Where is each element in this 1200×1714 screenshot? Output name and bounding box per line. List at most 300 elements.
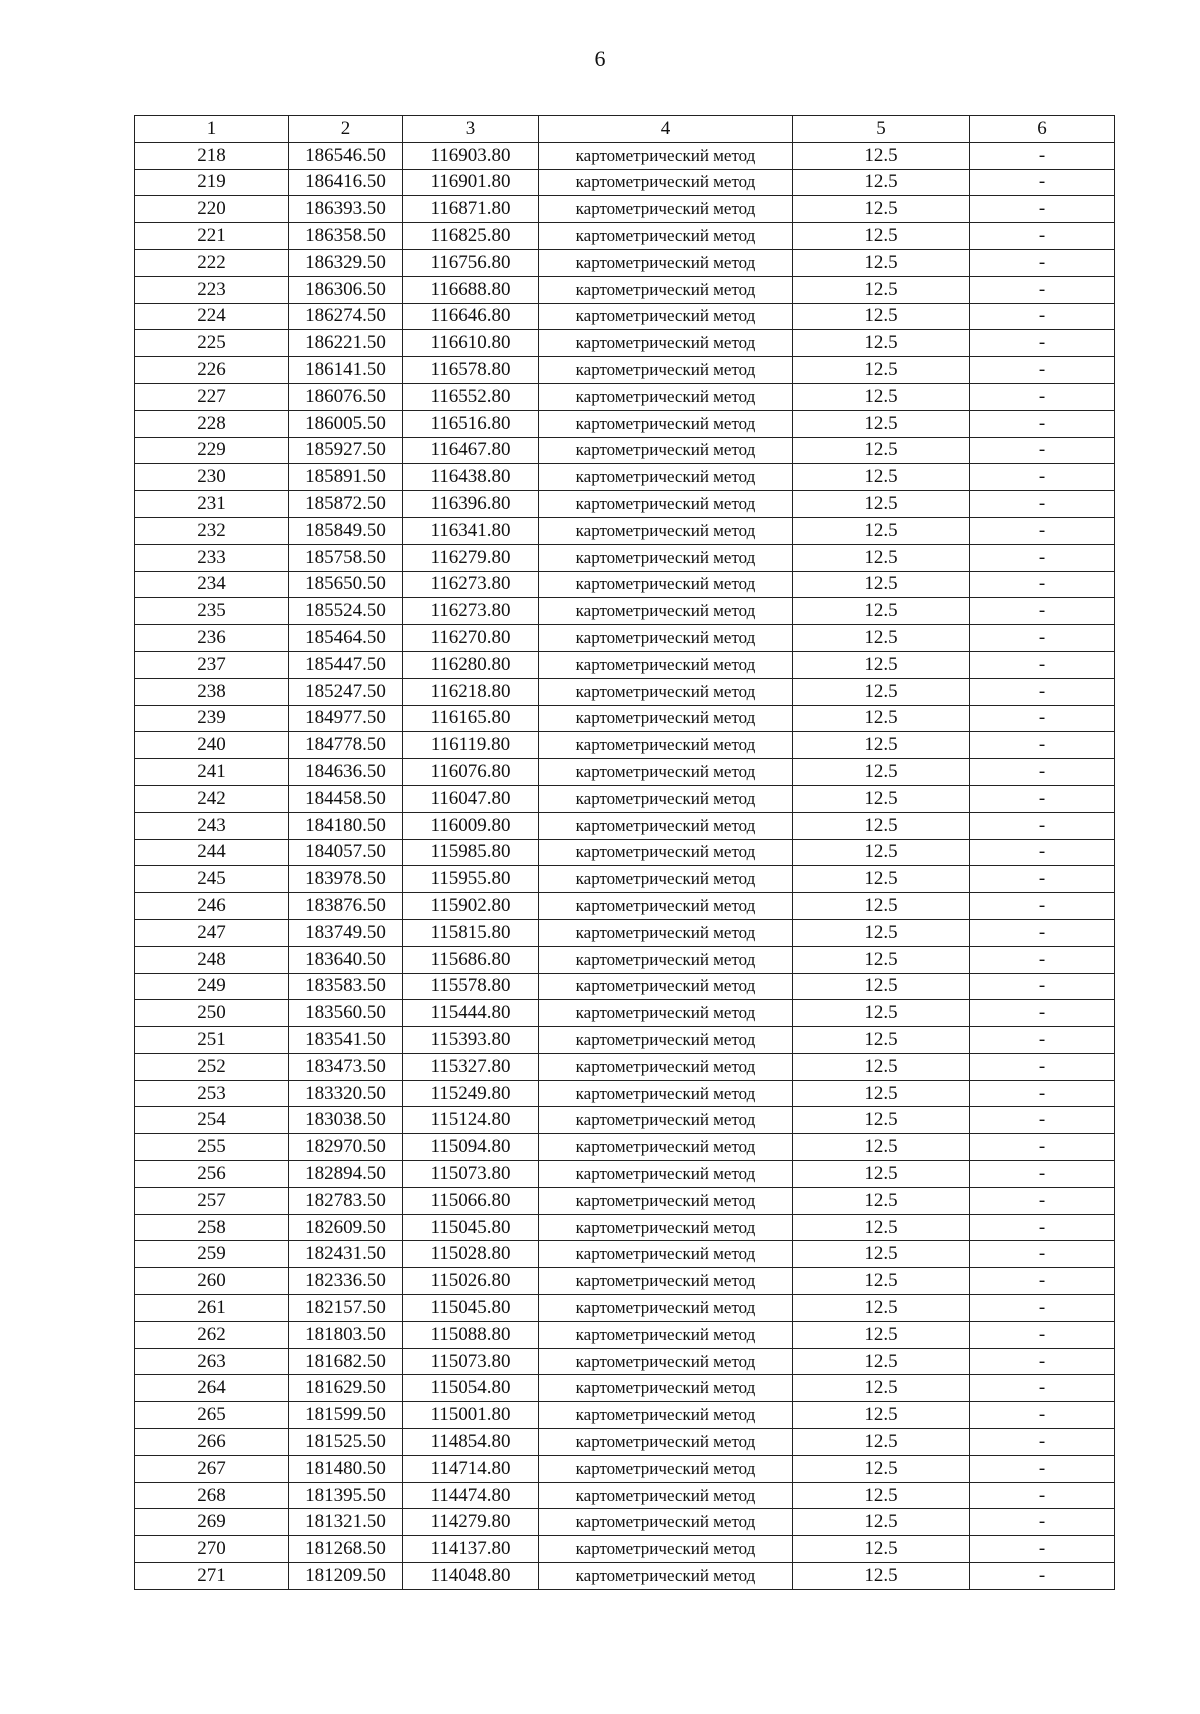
method-cell: картометрический метод (539, 1321, 793, 1348)
note-cell: - (970, 973, 1115, 1000)
x-coordinate-cell: 183473.50 (289, 1053, 403, 1080)
x-coordinate-cell: 182783.50 (289, 1187, 403, 1214)
table-body (135, 142, 1115, 1589)
column-header: 1 (135, 116, 289, 143)
table-row (135, 893, 1115, 920)
y-coordinate-cell: 116610.80 (403, 330, 539, 357)
x-coordinate-cell: 183749.50 (289, 919, 403, 946)
x-coordinate-cell: 185524.50 (289, 598, 403, 625)
table-row (135, 1107, 1115, 1134)
accuracy-cell: 12.5 (793, 625, 970, 652)
y-coordinate-cell: 116047.80 (403, 785, 539, 812)
method-cell: картометрический метод (539, 973, 793, 1000)
point-number-cell: 240 (135, 732, 289, 759)
y-coordinate-cell: 116467.80 (403, 437, 539, 464)
note-cell: - (970, 1455, 1115, 1482)
table-row (135, 732, 1115, 759)
table-row (135, 1187, 1115, 1214)
x-coordinate-cell: 186221.50 (289, 330, 403, 357)
note-cell: - (970, 223, 1115, 250)
table-row (135, 785, 1115, 812)
point-number-cell: 241 (135, 759, 289, 786)
note-cell: - (970, 1107, 1115, 1134)
point-number-cell: 259 (135, 1241, 289, 1268)
table-row (135, 1536, 1115, 1563)
x-coordinate-cell: 182336.50 (289, 1268, 403, 1295)
table-row (135, 303, 1115, 330)
point-number-cell: 232 (135, 517, 289, 544)
x-coordinate-cell: 185927.50 (289, 437, 403, 464)
x-coordinate-cell: 183640.50 (289, 946, 403, 973)
note-cell: - (970, 598, 1115, 625)
note-cell: - (970, 1214, 1115, 1241)
x-coordinate-cell: 184458.50 (289, 785, 403, 812)
point-number-cell: 246 (135, 893, 289, 920)
method-cell: картометрический метод (539, 303, 793, 330)
point-number-cell: 263 (135, 1348, 289, 1375)
x-coordinate-cell: 181209.50 (289, 1563, 403, 1590)
note-cell: - (970, 1536, 1115, 1563)
accuracy-cell: 12.5 (793, 544, 970, 571)
method-cell: картометрический метод (539, 357, 793, 384)
accuracy-cell: 12.5 (793, 357, 970, 384)
column-header: 6 (970, 116, 1115, 143)
point-number-cell: 239 (135, 705, 289, 732)
y-coordinate-cell: 116273.80 (403, 598, 539, 625)
note-cell: - (970, 1268, 1115, 1295)
method-cell: картометрический метод (539, 866, 793, 893)
note-cell: - (970, 839, 1115, 866)
accuracy-cell: 12.5 (793, 866, 970, 893)
y-coordinate-cell: 114048.80 (403, 1563, 539, 1590)
accuracy-cell: 12.5 (793, 1107, 970, 1134)
column-header: 4 (539, 116, 793, 143)
accuracy-cell: 12.5 (793, 678, 970, 705)
method-cell: картометрический метод (539, 812, 793, 839)
table-row (135, 357, 1115, 384)
x-coordinate-cell: 181268.50 (289, 1536, 403, 1563)
point-number-cell: 256 (135, 1161, 289, 1188)
point-number-cell: 247 (135, 919, 289, 946)
point-number-cell: 233 (135, 544, 289, 571)
point-number-cell: 220 (135, 196, 289, 223)
table-row (135, 1402, 1115, 1429)
accuracy-cell: 12.5 (793, 1509, 970, 1536)
accuracy-cell: 12.5 (793, 973, 970, 1000)
note-cell: - (970, 330, 1115, 357)
method-cell: картометрический метод (539, 785, 793, 812)
note-cell: - (970, 1321, 1115, 1348)
accuracy-cell: 12.5 (793, 464, 970, 491)
method-cell: картометрический метод (539, 1402, 793, 1429)
y-coordinate-cell: 115902.80 (403, 893, 539, 920)
point-number-cell: 244 (135, 839, 289, 866)
y-coordinate-cell: 115066.80 (403, 1187, 539, 1214)
point-number-cell: 231 (135, 491, 289, 518)
point-number-cell: 253 (135, 1080, 289, 1107)
point-number-cell: 254 (135, 1107, 289, 1134)
x-coordinate-cell: 186329.50 (289, 249, 403, 276)
y-coordinate-cell: 115955.80 (403, 866, 539, 893)
y-coordinate-cell: 115393.80 (403, 1027, 539, 1054)
accuracy-cell: 12.5 (793, 1053, 970, 1080)
note-cell: - (970, 1563, 1115, 1590)
y-coordinate-cell: 116273.80 (403, 571, 539, 598)
table-row (135, 410, 1115, 437)
note-cell: - (970, 1080, 1115, 1107)
x-coordinate-cell: 186358.50 (289, 223, 403, 250)
page-number: 6 (594, 46, 606, 71)
accuracy-cell: 12.5 (793, 383, 970, 410)
point-number-cell: 222 (135, 249, 289, 276)
point-number-cell: 242 (135, 785, 289, 812)
accuracy-cell: 12.5 (793, 1563, 970, 1590)
note-cell: - (970, 357, 1115, 384)
y-coordinate-cell: 115028.80 (403, 1241, 539, 1268)
table-row (135, 1161, 1115, 1188)
note-cell: - (970, 383, 1115, 410)
note-cell: - (970, 705, 1115, 732)
point-number-cell: 249 (135, 973, 289, 1000)
method-cell: картометрический метод (539, 142, 793, 169)
y-coordinate-cell: 116825.80 (403, 223, 539, 250)
point-number-cell: 219 (135, 169, 289, 196)
point-number-cell: 248 (135, 946, 289, 973)
point-number-cell: 266 (135, 1429, 289, 1456)
point-number-cell: 245 (135, 866, 289, 893)
table-row (135, 169, 1115, 196)
note-cell: - (970, 1053, 1115, 1080)
y-coordinate-cell: 116646.80 (403, 303, 539, 330)
point-number-cell: 262 (135, 1321, 289, 1348)
note-cell: - (970, 678, 1115, 705)
point-number-cell: 270 (135, 1536, 289, 1563)
y-coordinate-cell: 116552.80 (403, 383, 539, 410)
point-number-cell: 268 (135, 1482, 289, 1509)
point-number-cell: 224 (135, 303, 289, 330)
method-cell: картометрический метод (539, 1348, 793, 1375)
accuracy-cell: 12.5 (793, 571, 970, 598)
x-coordinate-cell: 185650.50 (289, 571, 403, 598)
table-row (135, 1563, 1115, 1590)
note-cell: - (970, 1482, 1115, 1509)
table-row (135, 1000, 1115, 1027)
table-row (135, 330, 1115, 357)
method-cell: картометрический метод (539, 1080, 793, 1107)
y-coordinate-cell: 116165.80 (403, 705, 539, 732)
table-row (135, 1134, 1115, 1161)
note-cell: - (970, 1429, 1115, 1456)
method-cell: картометрический метод (539, 919, 793, 946)
note-cell: - (970, 785, 1115, 812)
x-coordinate-cell: 182609.50 (289, 1214, 403, 1241)
y-coordinate-cell: 116516.80 (403, 410, 539, 437)
accuracy-cell: 12.5 (793, 946, 970, 973)
table-row (135, 678, 1115, 705)
table-row (135, 1214, 1115, 1241)
accuracy-cell: 12.5 (793, 1321, 970, 1348)
y-coordinate-cell: 115578.80 (403, 973, 539, 1000)
method-cell: картометрический метод (539, 1134, 793, 1161)
header-row (135, 116, 1115, 143)
table-row (135, 625, 1115, 652)
table-row (135, 276, 1115, 303)
note-cell: - (970, 571, 1115, 598)
note-cell: - (970, 544, 1115, 571)
y-coordinate-cell: 115026.80 (403, 1268, 539, 1295)
accuracy-cell: 12.5 (793, 303, 970, 330)
x-coordinate-cell: 186393.50 (289, 196, 403, 223)
note-cell: - (970, 812, 1115, 839)
method-cell: картометрический метод (539, 571, 793, 598)
table-row (135, 598, 1115, 625)
note-cell: - (970, 1134, 1115, 1161)
method-cell: картометрический метод (539, 1509, 793, 1536)
x-coordinate-cell: 186546.50 (289, 142, 403, 169)
x-coordinate-cell: 181480.50 (289, 1455, 403, 1482)
accuracy-cell: 12.5 (793, 893, 970, 920)
note-cell: - (970, 142, 1115, 169)
y-coordinate-cell: 115045.80 (403, 1295, 539, 1322)
method-cell: картометрический метод (539, 1214, 793, 1241)
method-cell: картометрический метод (539, 678, 793, 705)
table-row (135, 1295, 1115, 1322)
point-number-cell: 258 (135, 1214, 289, 1241)
table-row (135, 517, 1115, 544)
point-number-cell: 255 (135, 1134, 289, 1161)
accuracy-cell: 12.5 (793, 1000, 970, 1027)
note-cell: - (970, 1161, 1115, 1188)
x-coordinate-cell: 185891.50 (289, 464, 403, 491)
method-cell: картометрический метод (539, 1187, 793, 1214)
x-coordinate-cell: 185758.50 (289, 544, 403, 571)
note-cell: - (970, 491, 1115, 518)
table-row (135, 1080, 1115, 1107)
point-number-cell: 269 (135, 1509, 289, 1536)
table-row (135, 464, 1115, 491)
method-cell: картометрический метод (539, 839, 793, 866)
table-row (135, 1375, 1115, 1402)
table-row (135, 142, 1115, 169)
method-cell: картометрический метод (539, 1027, 793, 1054)
y-coordinate-cell: 116901.80 (403, 169, 539, 196)
table-row (135, 437, 1115, 464)
accuracy-cell: 12.5 (793, 1080, 970, 1107)
point-number-cell: 225 (135, 330, 289, 357)
method-cell: картометрический метод (539, 276, 793, 303)
accuracy-cell: 12.5 (793, 1375, 970, 1402)
table-row (135, 812, 1115, 839)
method-cell: картометрический метод (539, 1429, 793, 1456)
x-coordinate-cell: 181321.50 (289, 1509, 403, 1536)
y-coordinate-cell: 116903.80 (403, 142, 539, 169)
x-coordinate-cell: 184977.50 (289, 705, 403, 732)
y-coordinate-cell: 116119.80 (403, 732, 539, 759)
accuracy-cell: 12.5 (793, 759, 970, 786)
accuracy-cell: 12.5 (793, 1134, 970, 1161)
accuracy-cell: 12.5 (793, 1161, 970, 1188)
note-cell: - (970, 1000, 1115, 1027)
x-coordinate-cell: 184057.50 (289, 839, 403, 866)
point-number-cell: 230 (135, 464, 289, 491)
note-cell: - (970, 759, 1115, 786)
note-cell: - (970, 410, 1115, 437)
column-header: 2 (289, 116, 403, 143)
y-coordinate-cell: 116279.80 (403, 544, 539, 571)
method-cell: картометрический метод (539, 1295, 793, 1322)
x-coordinate-cell: 181525.50 (289, 1429, 403, 1456)
point-number-cell: 261 (135, 1295, 289, 1322)
method-cell: картометрический метод (539, 464, 793, 491)
note-cell: - (970, 249, 1115, 276)
accuracy-cell: 12.5 (793, 705, 970, 732)
accuracy-cell: 12.5 (793, 1241, 970, 1268)
y-coordinate-cell: 116218.80 (403, 678, 539, 705)
point-number-cell: 226 (135, 357, 289, 384)
method-cell: картометрический метод (539, 544, 793, 571)
method-cell: картометрический метод (539, 1455, 793, 1482)
y-coordinate-cell: 115985.80 (403, 839, 539, 866)
table-row (135, 1027, 1115, 1054)
accuracy-cell: 12.5 (793, 410, 970, 437)
note-cell: - (970, 732, 1115, 759)
table-row (135, 383, 1115, 410)
point-number-cell: 265 (135, 1402, 289, 1429)
note-cell: - (970, 1241, 1115, 1268)
x-coordinate-cell: 183320.50 (289, 1080, 403, 1107)
y-coordinate-cell: 116688.80 (403, 276, 539, 303)
note-cell: - (970, 437, 1115, 464)
x-coordinate-cell: 182431.50 (289, 1241, 403, 1268)
method-cell: картометрический метод (539, 1053, 793, 1080)
table-row (135, 1482, 1115, 1509)
table-row (135, 1509, 1115, 1536)
note-cell: - (970, 517, 1115, 544)
accuracy-cell: 12.5 (793, 249, 970, 276)
table-row (135, 571, 1115, 598)
y-coordinate-cell: 115073.80 (403, 1161, 539, 1188)
note-cell: - (970, 1295, 1115, 1322)
point-number-cell: 251 (135, 1027, 289, 1054)
x-coordinate-cell: 184778.50 (289, 732, 403, 759)
point-number-cell: 243 (135, 812, 289, 839)
method-cell: картометрический метод (539, 1375, 793, 1402)
note-cell: - (970, 625, 1115, 652)
table-row (135, 1455, 1115, 1482)
accuracy-cell: 12.5 (793, 651, 970, 678)
note-cell: - (970, 946, 1115, 973)
table-row (135, 1348, 1115, 1375)
x-coordinate-cell: 182894.50 (289, 1161, 403, 1188)
x-coordinate-cell: 184180.50 (289, 812, 403, 839)
method-cell: картометрический метод (539, 249, 793, 276)
y-coordinate-cell: 116756.80 (403, 249, 539, 276)
method-cell: картометрический метод (539, 1482, 793, 1509)
accuracy-cell: 12.5 (793, 1295, 970, 1322)
y-coordinate-cell: 116076.80 (403, 759, 539, 786)
x-coordinate-cell: 181803.50 (289, 1321, 403, 1348)
y-coordinate-cell: 116578.80 (403, 357, 539, 384)
x-coordinate-cell: 183583.50 (289, 973, 403, 1000)
point-number-cell: 234 (135, 571, 289, 598)
note-cell: - (970, 1509, 1115, 1536)
accuracy-cell: 12.5 (793, 1348, 970, 1375)
point-number-cell: 271 (135, 1563, 289, 1590)
accuracy-cell: 12.5 (793, 1268, 970, 1295)
accuracy-cell: 12.5 (793, 276, 970, 303)
point-number-cell: 260 (135, 1268, 289, 1295)
table-row (135, 759, 1115, 786)
y-coordinate-cell: 116438.80 (403, 464, 539, 491)
table-row (135, 651, 1115, 678)
x-coordinate-cell: 184636.50 (289, 759, 403, 786)
note-cell: - (970, 169, 1115, 196)
y-coordinate-cell: 115088.80 (403, 1321, 539, 1348)
note-cell: - (970, 919, 1115, 946)
method-cell: картометрический метод (539, 759, 793, 786)
y-coordinate-cell: 116396.80 (403, 491, 539, 518)
accuracy-cell: 12.5 (793, 732, 970, 759)
method-cell: картометрический метод (539, 1000, 793, 1027)
accuracy-cell: 12.5 (793, 142, 970, 169)
x-coordinate-cell: 186141.50 (289, 357, 403, 384)
method-cell: картометрический метод (539, 383, 793, 410)
accuracy-cell: 12.5 (793, 812, 970, 839)
y-coordinate-cell: 114854.80 (403, 1429, 539, 1456)
accuracy-cell: 12.5 (793, 785, 970, 812)
point-number-cell: 223 (135, 276, 289, 303)
accuracy-cell: 12.5 (793, 223, 970, 250)
y-coordinate-cell: 115045.80 (403, 1214, 539, 1241)
accuracy-cell: 12.5 (793, 1429, 970, 1456)
x-coordinate-cell: 185872.50 (289, 491, 403, 518)
x-coordinate-cell: 185464.50 (289, 625, 403, 652)
table-row (135, 866, 1115, 893)
method-cell: картометрический метод (539, 598, 793, 625)
note-cell: - (970, 1375, 1115, 1402)
y-coordinate-cell: 114279.80 (403, 1509, 539, 1536)
accuracy-cell: 12.5 (793, 1027, 970, 1054)
x-coordinate-cell: 183876.50 (289, 893, 403, 920)
x-coordinate-cell: 183541.50 (289, 1027, 403, 1054)
table-row (135, 249, 1115, 276)
method-cell: картометрический метод (539, 1268, 793, 1295)
accuracy-cell: 12.5 (793, 919, 970, 946)
x-coordinate-cell: 181395.50 (289, 1482, 403, 1509)
point-number-cell: 252 (135, 1053, 289, 1080)
y-coordinate-cell: 116280.80 (403, 651, 539, 678)
accuracy-cell: 12.5 (793, 1187, 970, 1214)
table-row (135, 1268, 1115, 1295)
note-cell: - (970, 1348, 1115, 1375)
table-row (135, 919, 1115, 946)
y-coordinate-cell: 116341.80 (403, 517, 539, 544)
accuracy-cell: 12.5 (793, 196, 970, 223)
note-cell: - (970, 303, 1115, 330)
y-coordinate-cell: 115073.80 (403, 1348, 539, 1375)
x-coordinate-cell: 183978.50 (289, 866, 403, 893)
method-cell: картометрический метод (539, 169, 793, 196)
method-cell: картометрический метод (539, 196, 793, 223)
column-header: 3 (403, 116, 539, 143)
table-row (135, 1241, 1115, 1268)
method-cell: картометрический метод (539, 732, 793, 759)
x-coordinate-cell: 186076.50 (289, 383, 403, 410)
method-cell: картометрический метод (539, 437, 793, 464)
y-coordinate-cell: 114137.80 (403, 1536, 539, 1563)
method-cell: картометрический метод (539, 946, 793, 973)
x-coordinate-cell: 182157.50 (289, 1295, 403, 1322)
